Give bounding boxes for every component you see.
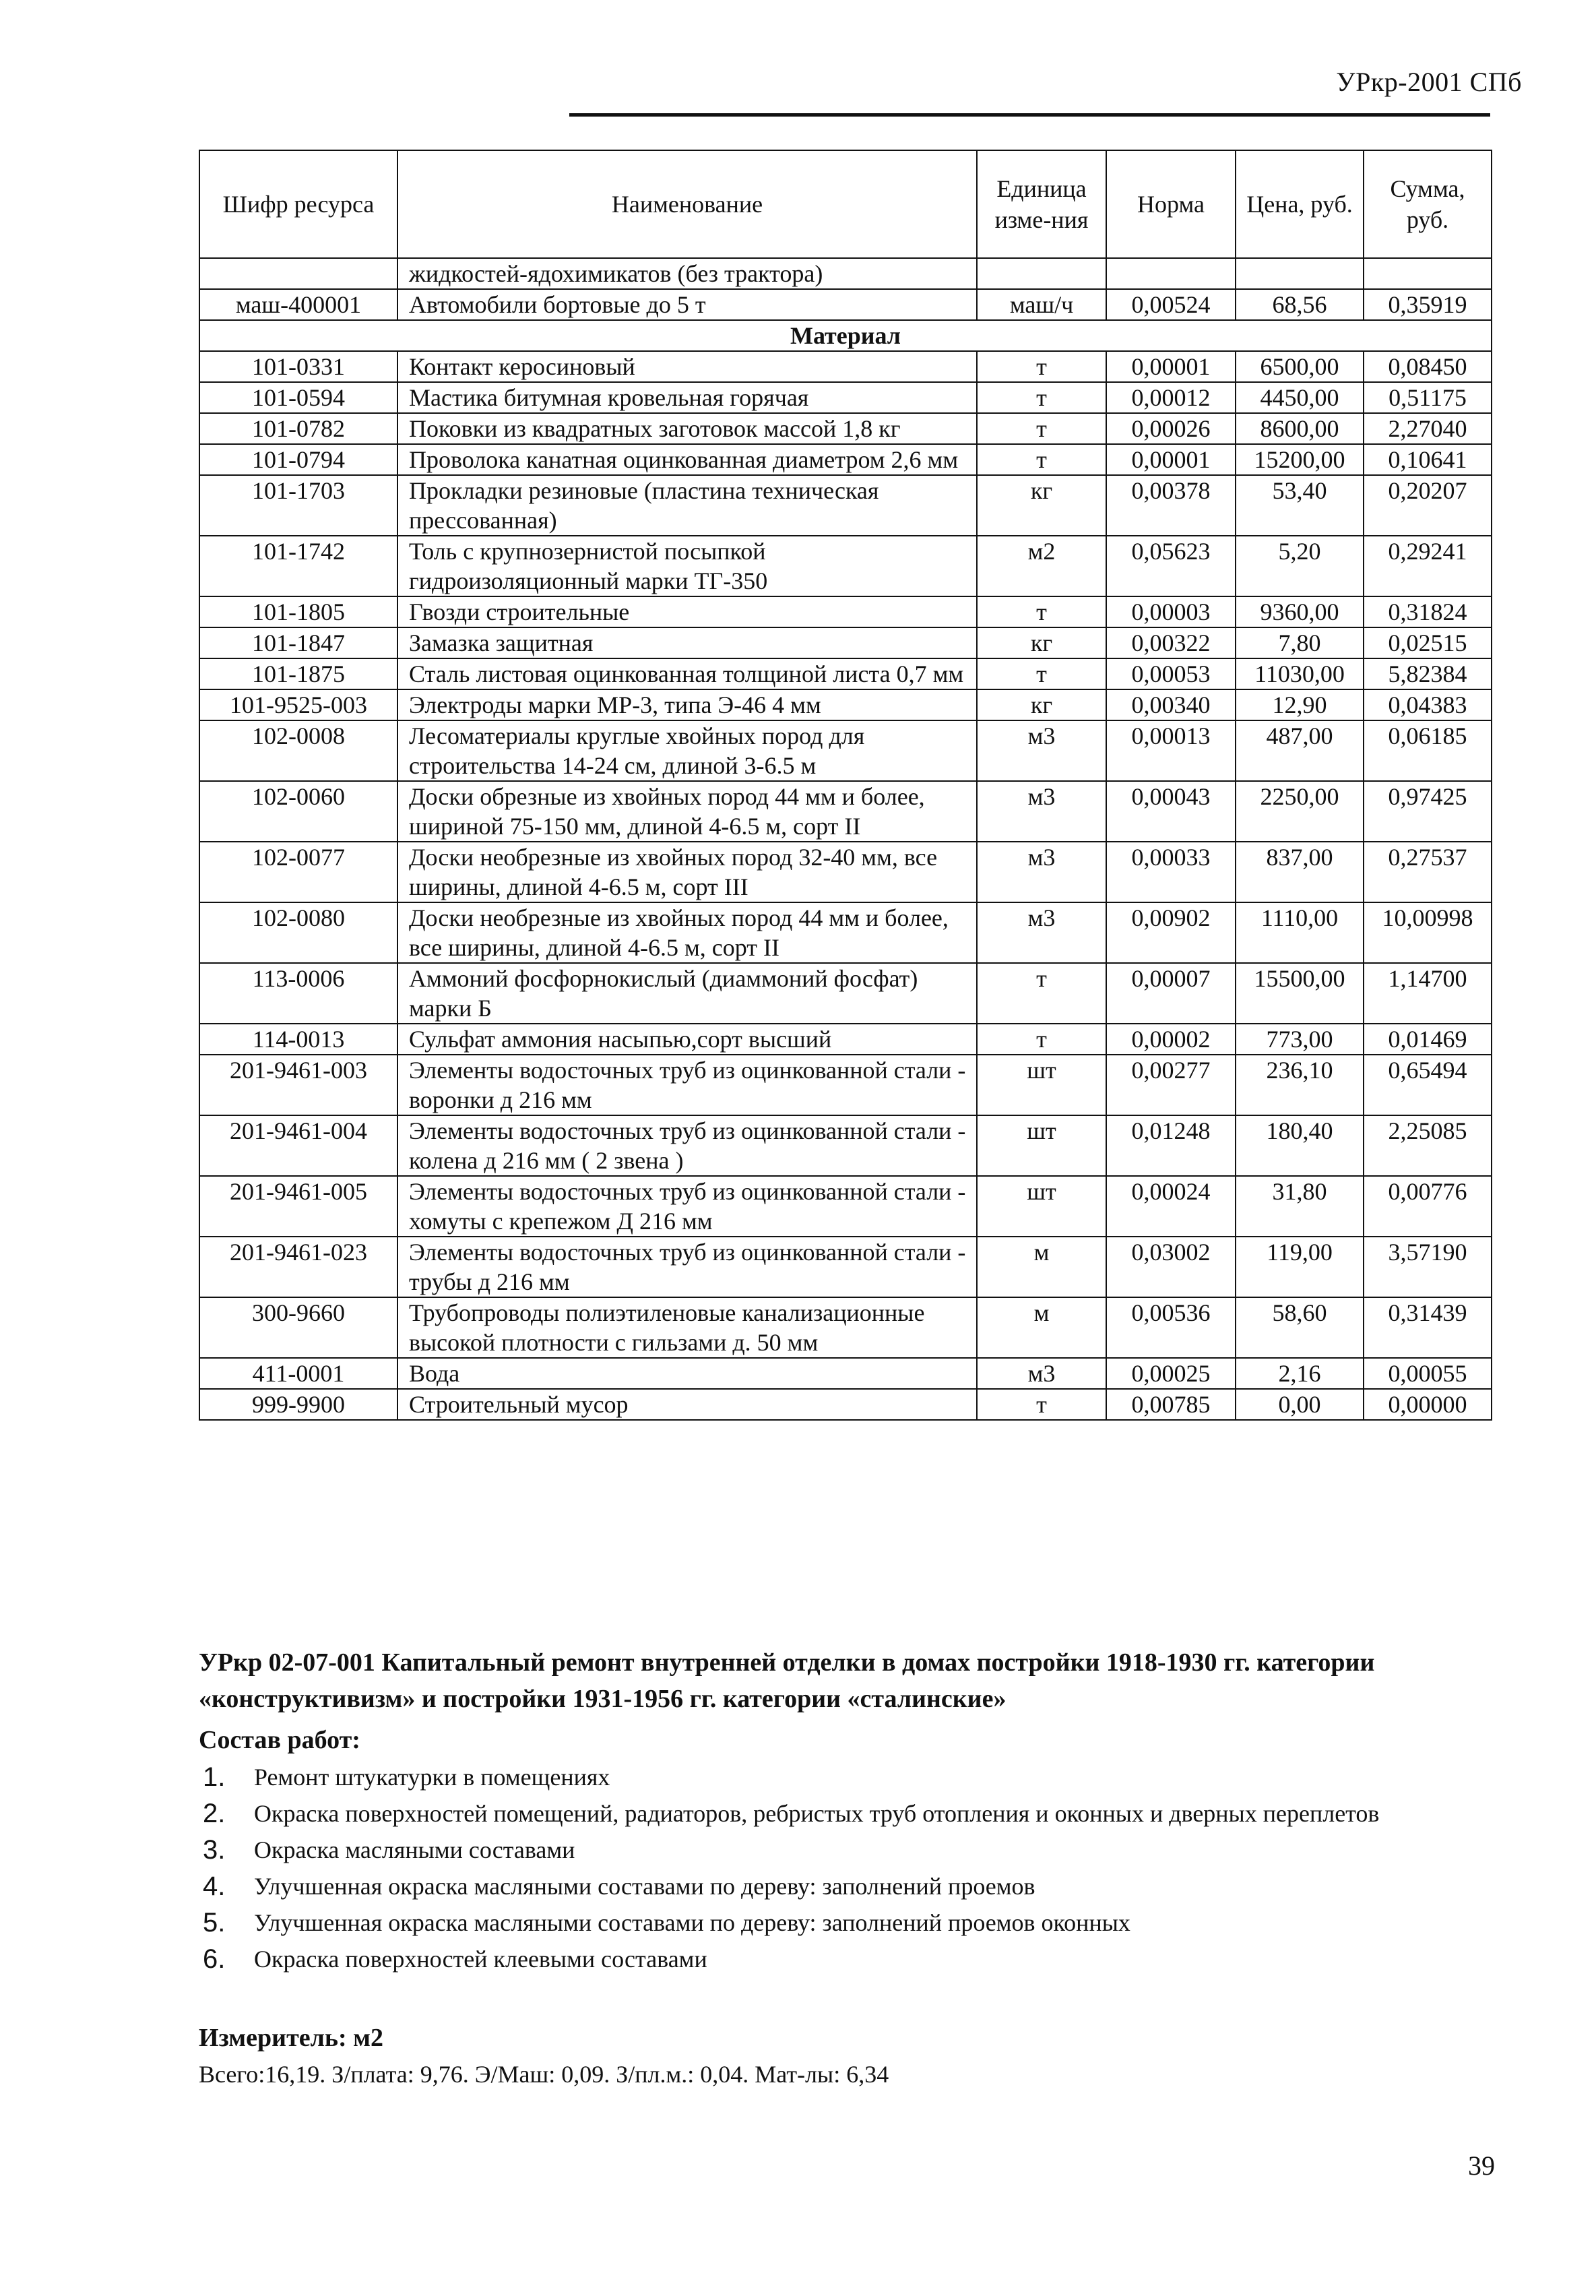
list-item <box>199 1798 1492 1829</box>
cell-unit: т <box>977 658 1106 689</box>
cell-unit: т <box>977 351 1106 382</box>
cell-code: 101-0794 <box>199 444 397 475</box>
cell-price: 2,16 <box>1236 1358 1364 1389</box>
cell-unit: м3 <box>977 1358 1106 1389</box>
list-item <box>199 1944 1492 1975</box>
list-item-text: Окраска поверхностей помещений, радиаторов, ребристых труб отопления и оконных и дверных переплетов <box>254 1800 1380 1827</box>
table-row <box>199 382 1492 413</box>
table-row <box>199 627 1492 658</box>
cell-norm: 0,00340 <box>1106 689 1236 720</box>
cell-code: 201-9461-003 <box>199 1055 397 1115</box>
cell-name: Элементы водосточных труб из оцинкованной стали - трубы д 216 мм <box>397 1237 977 1297</box>
compose-heading: Состав работ: <box>199 1726 360 1754</box>
cell-price: 8600,00 <box>1236 413 1364 444</box>
cell-norm: 0,00053 <box>1106 658 1236 689</box>
cell-sum: 0,29241 <box>1364 536 1492 596</box>
cell-code: 102-0077 <box>199 842 397 902</box>
cell-unit: кг <box>977 627 1106 658</box>
cell-code: 101-1703 <box>199 475 397 536</box>
cell-norm: 0,00002 <box>1106 1024 1236 1055</box>
cell-unit: маш/ч <box>977 289 1106 320</box>
cell-name: Гвозди строительные <box>397 596 977 627</box>
cell-sum: 0,31439 <box>1364 1297 1492 1358</box>
cell-sum: 2,25085 <box>1364 1115 1492 1176</box>
table-row <box>199 1055 1492 1115</box>
list-item-number: 3. <box>203 1835 226 1865</box>
cell-unit: т <box>977 444 1106 475</box>
cell-norm: 0,00024 <box>1106 1176 1236 1237</box>
cell-name: Трубопроводы полиэтиленовые канализационные высокой плотности с гильзами д. 50 мм <box>397 1297 977 1358</box>
table-row <box>199 1358 1492 1389</box>
list-item-text: Окраска поверхностей клеевыми составами <box>254 1946 707 1973</box>
cell-name: Проволока канатная оцинкованная диаметром 2,6 мм <box>397 444 977 475</box>
cell-sum: 10,00998 <box>1364 902 1492 963</box>
table-row <box>199 1176 1492 1237</box>
cell-code: 101-1805 <box>199 596 397 627</box>
cell-norm: 0,00012 <box>1106 382 1236 413</box>
cell-price: 837,00 <box>1236 842 1364 902</box>
table-header-row <box>199 150 1492 258</box>
cell-unit: м2 <box>977 536 1106 596</box>
cell-sum: 0,20207 <box>1364 475 1492 536</box>
cell-price: 2250,00 <box>1236 781 1364 842</box>
table-row <box>199 781 1492 842</box>
cell-code: 201-9461-005 <box>199 1176 397 1237</box>
cell-code: 201-9461-023 <box>199 1237 397 1297</box>
page-number: 39 <box>1468 2150 1495 2181</box>
list-item-number: 2. <box>203 1799 226 1828</box>
cell-unit <box>977 258 1106 289</box>
cell-name: жидкостей-ядохимикатов (без трактора) <box>397 258 977 289</box>
cell-name: Элементы водосточных труб из оцинкованной стали - воронки д 216 мм <box>397 1055 977 1115</box>
cell-sum: 0,35919 <box>1364 289 1492 320</box>
cell-code: 101-0331 <box>199 351 397 382</box>
col-header-code: Шифр ресурса <box>199 150 397 258</box>
cell-unit: шт <box>977 1115 1106 1176</box>
table-row <box>199 1297 1492 1358</box>
cell-norm: 0,00026 <box>1106 413 1236 444</box>
table-row <box>199 475 1492 536</box>
cell-sum: 0,27537 <box>1364 842 1492 902</box>
cell-price: 487,00 <box>1236 720 1364 781</box>
cell-price: 180,40 <box>1236 1115 1364 1176</box>
cell-code: 101-1847 <box>199 627 397 658</box>
cell-price <box>1236 258 1364 289</box>
list-item-number: 4. <box>203 1871 226 1901</box>
table-row <box>199 289 1492 320</box>
list-item-text: Улучшенная окраска масляными составами по дереву: заполнений проемов оконных <box>254 1909 1130 1936</box>
cell-name: Прокладки резиновые (пластина техническая прессованная) <box>397 475 977 536</box>
cell-norm: 0,00322 <box>1106 627 1236 658</box>
cell-unit: шт <box>977 1176 1106 1237</box>
list-item <box>199 1762 1492 1793</box>
cell-name: Вода <box>397 1358 977 1389</box>
cell-unit: м3 <box>977 720 1106 781</box>
cell-norm <box>1106 258 1236 289</box>
works-list <box>199 1762 1492 1980</box>
cell-name: Мастика битумная кровельная горячая <box>397 382 977 413</box>
cell-name: Сталь листовая оцинкованная толщиной листа 0,7 мм <box>397 658 977 689</box>
cell-code: 101-0782 <box>199 413 397 444</box>
cell-sum: 0,10641 <box>1364 444 1492 475</box>
cell-sum: 2,27040 <box>1364 413 1492 444</box>
cell-code: 114-0013 <box>199 1024 397 1055</box>
cell-norm: 0,00277 <box>1106 1055 1236 1115</box>
cell-code: 102-0008 <box>199 720 397 781</box>
list-item <box>199 1871 1492 1902</box>
cell-sum: 0,04383 <box>1364 689 1492 720</box>
table-row <box>199 1389 1492 1420</box>
cell-code: 102-0060 <box>199 781 397 842</box>
table-row <box>199 351 1492 382</box>
cell-unit: т <box>977 1024 1106 1055</box>
cell-code: 113-0006 <box>199 963 397 1024</box>
cell-sum: 0,02515 <box>1364 627 1492 658</box>
cell-sum: 0,00000 <box>1364 1389 1492 1420</box>
table-row <box>199 902 1492 963</box>
col-header-name: Наименование <box>397 150 977 258</box>
cell-unit: м <box>977 1237 1106 1297</box>
cell-name: Поковки из квадратных заготовок массой 1,8 кг <box>397 413 977 444</box>
cell-price: 12,90 <box>1236 689 1364 720</box>
cell-norm: 0,00524 <box>1106 289 1236 320</box>
list-item-number: 5. <box>203 1908 226 1937</box>
measure-unit: Измеритель: м2 <box>199 2024 384 2052</box>
cell-name: Элементы водосточных труб из оцинкованной стали - хомуты с крепежом Д 216 мм <box>397 1176 977 1237</box>
table-row <box>199 720 1492 781</box>
cell-unit: т <box>977 1389 1106 1420</box>
cell-name: Доски необрезные из хвойных пород 32-40 мм, все ширины, длиной 4-6.5 м, сорт III <box>397 842 977 902</box>
resource-table <box>199 150 1492 1421</box>
cell-name: Доски необрезные из хвойных пород 44 мм и более, все ширины, длиной 4-6.5 м, сорт II <box>397 902 977 963</box>
cell-code: 999-9900 <box>199 1389 397 1420</box>
list-item-text: Улучшенная окраска масляными составами по дереву: заполнений проемов <box>254 1873 1035 1900</box>
section-row <box>199 320 1492 351</box>
table-row <box>199 536 1492 596</box>
cell-price: 9360,00 <box>1236 596 1364 627</box>
cell-name: Сульфат аммония насыпью,сорт высший <box>397 1024 977 1055</box>
cell-unit: т <box>977 382 1106 413</box>
cell-unit: м3 <box>977 902 1106 963</box>
cell-price: 11030,00 <box>1236 658 1364 689</box>
table-row <box>199 1115 1492 1176</box>
cell-price: 119,00 <box>1236 1237 1364 1297</box>
list-item <box>199 1907 1492 1938</box>
cell-sum: 0,51175 <box>1364 382 1492 413</box>
cell-sum: 0,31824 <box>1364 596 1492 627</box>
cell-code: 102-0080 <box>199 902 397 963</box>
cell-norm: 0,00001 <box>1106 444 1236 475</box>
cell-norm: 0,00001 <box>1106 351 1236 382</box>
cell-norm: 0,05623 <box>1106 536 1236 596</box>
cell-price: 7,80 <box>1236 627 1364 658</box>
table-row <box>199 444 1492 475</box>
cell-unit: шт <box>977 1055 1106 1115</box>
cell-price: 5,20 <box>1236 536 1364 596</box>
cell-sum: 0,08450 <box>1364 351 1492 382</box>
cell-sum: 0,97425 <box>1364 781 1492 842</box>
cell-price: 15500,00 <box>1236 963 1364 1024</box>
cell-norm: 0,00536 <box>1106 1297 1236 1358</box>
header-rule <box>569 113 1490 117</box>
cell-name: Аммоний фосфорнокислый (диаммоний фосфат) марки Б <box>397 963 977 1024</box>
cell-name: Контакт керосиновый <box>397 351 977 382</box>
list-item-number: 1. <box>203 1762 226 1792</box>
table-row <box>199 1024 1492 1055</box>
table-row <box>199 258 1492 289</box>
cell-norm: 0,00043 <box>1106 781 1236 842</box>
cell-unit: кг <box>977 689 1106 720</box>
cell-unit: т <box>977 963 1106 1024</box>
header-code: УРкр-2001 СПб <box>1336 67 1522 97</box>
cell-price: 15200,00 <box>1236 444 1364 475</box>
totals-line: Всего:16,19. З/плата: 9,76. Э/Маш: 0,09. З/пл.м.: 0,04. Мат-лы: 6,34 <box>199 2061 889 2088</box>
list-item <box>199 1834 1492 1865</box>
cell-sum: 0,06185 <box>1364 720 1492 781</box>
cell-code: 101-1875 <box>199 658 397 689</box>
cell-norm: 0,00025 <box>1106 1358 1236 1389</box>
cell-norm: 0,00007 <box>1106 963 1236 1024</box>
cell-price: 1110,00 <box>1236 902 1364 963</box>
cell-sum: 5,82384 <box>1364 658 1492 689</box>
cell-code: маш-400001 <box>199 289 397 320</box>
cell-name: Доски обрезные из хвойных пород 44 мм и более, шириной 75-150 мм, длиной 4-6.5 м, сорт II <box>397 781 977 842</box>
cell-norm: 0,00013 <box>1106 720 1236 781</box>
cell-unit: м <box>977 1297 1106 1358</box>
cell-price: 58,60 <box>1236 1297 1364 1358</box>
cell-price: 68,56 <box>1236 289 1364 320</box>
cell-norm: 0,01248 <box>1106 1115 1236 1176</box>
cell-name: Замазка защитная <box>397 627 977 658</box>
cell-unit: т <box>977 413 1106 444</box>
cell-sum <box>1364 258 1492 289</box>
col-header-sum: Сумма, руб. <box>1364 150 1492 258</box>
cell-code: 201-9461-004 <box>199 1115 397 1176</box>
cell-code: 101-1742 <box>199 536 397 596</box>
cell-norm: 0,00003 <box>1106 596 1236 627</box>
section-title: УРкр 02-07-001 Капитальный ремонт внутренней отделки в домах постройки 1918-1930 гг. категории «конструктивизм» и постройки 1931-1956 гг. категории «сталинские» <box>199 1648 1375 1713</box>
cell-code: 101-0594 <box>199 382 397 413</box>
cell-norm: 0,00902 <box>1106 902 1236 963</box>
cell-price: 0,00 <box>1236 1389 1364 1420</box>
cell-sum: 3,57190 <box>1364 1237 1492 1297</box>
cell-price: 31,80 <box>1236 1176 1364 1237</box>
table-row <box>199 596 1492 627</box>
cell-name: Строительный мусор <box>397 1389 977 1420</box>
table-row <box>199 842 1492 902</box>
cell-name: Лесоматериалы круглые хвойных пород для строительства 14-24 см, длиной 3-6.5 м <box>397 720 977 781</box>
cell-name: Элементы водосточных труб из оцинкованной стали - колена д 216 мм ( 2 звена ) <box>397 1115 977 1176</box>
cell-unit: т <box>977 596 1106 627</box>
cell-sum: 0,01469 <box>1364 1024 1492 1055</box>
cell-sum: 0,00055 <box>1364 1358 1492 1389</box>
cell-code: 411-0001 <box>199 1358 397 1389</box>
cell-norm: 0,00378 <box>1106 475 1236 536</box>
cell-price: 4450,00 <box>1236 382 1364 413</box>
cell-price: 53,40 <box>1236 475 1364 536</box>
cell-name: Толь с крупнозернистой посыпкой гидроизоляционный марки ТГ-350 <box>397 536 977 596</box>
list-item-text: Ремонт штукатурки в помещениях <box>254 1764 610 1791</box>
cell-sum: 0,00776 <box>1364 1176 1492 1237</box>
cell-name: Электроды марки МР-3, типа Э-46 4 мм <box>397 689 977 720</box>
table-row <box>199 1237 1492 1297</box>
cell-norm: 0,00033 <box>1106 842 1236 902</box>
cell-price: 236,10 <box>1236 1055 1364 1115</box>
col-header-price: Цена, руб. <box>1236 150 1364 258</box>
cell-sum: 0,65494 <box>1364 1055 1492 1115</box>
table-row <box>199 658 1492 689</box>
cell-sum: 1,14700 <box>1364 963 1492 1024</box>
table-row <box>199 689 1492 720</box>
cell-unit: м3 <box>977 781 1106 842</box>
cell-code <box>199 258 397 289</box>
table-row <box>199 413 1492 444</box>
cell-unit: кг <box>977 475 1106 536</box>
cell-price: 773,00 <box>1236 1024 1364 1055</box>
section-label: Материал <box>199 320 1492 351</box>
table-row <box>199 963 1492 1024</box>
list-item-number: 6. <box>203 1944 226 1974</box>
cell-unit: м3 <box>977 842 1106 902</box>
list-item-text: Окраска масляными составами <box>254 1836 575 1863</box>
cell-price: 6500,00 <box>1236 351 1364 382</box>
cell-norm: 0,03002 <box>1106 1237 1236 1297</box>
cell-code: 101-9525-003 <box>199 689 397 720</box>
col-header-norm: Норма <box>1106 150 1236 258</box>
col-header-unit: Единица изме-ния <box>977 150 1106 258</box>
cell-norm: 0,00785 <box>1106 1389 1236 1420</box>
cell-code: 300-9660 <box>199 1297 397 1358</box>
cell-name: Автомобили бортовые до 5 т <box>397 289 977 320</box>
